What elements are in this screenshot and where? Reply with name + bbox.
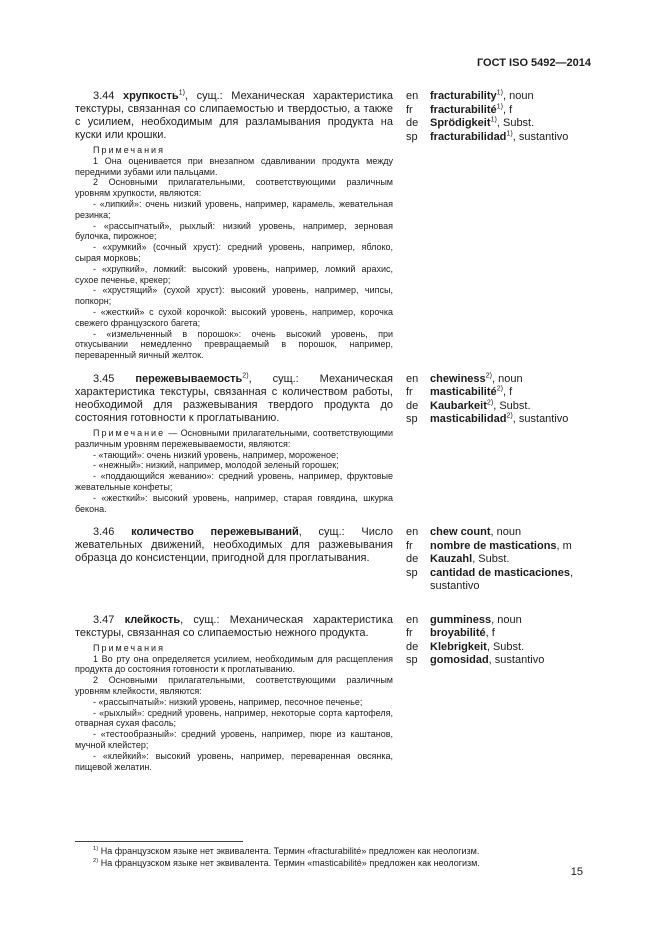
footnote-text: На французском языке нет эквивалента. Термин «fracturabilité» предложен как неологизм. bbox=[98, 846, 480, 856]
translation-language-label: en bbox=[406, 526, 419, 539]
term-heading bbox=[75, 614, 393, 640]
note-paragraph: - «жесткий»: высокий уровень, например, старая говядина, шкурка бекона. bbox=[75, 492, 393, 514]
notes-list bbox=[75, 450, 393, 515]
note-paragraph: - «рассыпчатый», рыхлый: низкий уровень, например, зерновая булочка, пирожное; bbox=[75, 220, 393, 242]
translation-term: fracturability$^{1)}$, noun bbox=[430, 88, 534, 102]
footnote-marker: 1) bbox=[93, 846, 99, 852]
note-paragraph: - «тестообразный»: средний уровень, например, пюре из каштанов, мучной клейстер; bbox=[75, 729, 393, 750]
term-number: 3.46 bbox=[93, 526, 115, 539]
translation-term: masticabilité$^{2)}$, f bbox=[430, 384, 513, 399]
term-name: пережевываемость bbox=[135, 372, 243, 385]
translation-row bbox=[406, 627, 591, 641]
translation-term: broyabilité, f bbox=[430, 627, 495, 640]
note-paragraph: - «рассыпчатый»: низкий уровень, например, песочное печенье; bbox=[93, 696, 363, 707]
translation-language-label: sp bbox=[406, 413, 418, 426]
translation-row bbox=[406, 567, 591, 594]
notes-label: Примечание bbox=[93, 427, 166, 438]
notes-label: Примечания bbox=[93, 642, 165, 653]
note-paragraph: - «клейкий»: высокий уровень, например, переваренная овсянка, пищевой желатин. bbox=[75, 750, 393, 772]
notes-heading bbox=[75, 145, 393, 156]
term-suffix: , сущ.: bbox=[298, 526, 345, 539]
translation-language-label: de bbox=[406, 640, 419, 653]
translation-row bbox=[406, 553, 591, 567]
note-paragraph: - «жесткий» с сухой корочкой: высокий уровень, например, корочка свежего французского багета; bbox=[75, 306, 393, 328]
translation-language-label: sp bbox=[406, 130, 418, 143]
translation-language-label: de bbox=[406, 117, 419, 129]
note-paragraph: - «тающий»: очень низкий уровень, например, мороженое; bbox=[93, 449, 339, 460]
translation-language-label: sp bbox=[406, 566, 418, 579]
notes-list bbox=[75, 156, 393, 361]
term-translations-column bbox=[393, 614, 591, 773]
translation-language-label: de bbox=[406, 399, 419, 412]
footnote bbox=[75, 858, 591, 869]
translation-language-label: de bbox=[406, 553, 419, 566]
notes-list bbox=[75, 654, 393, 773]
notes-inline-text: — Основными прилагательными, соответствующими различным уровням пережевываемости, являются: bbox=[75, 427, 393, 449]
translation-term: fracturabilité$^{1)}$, f bbox=[430, 101, 513, 116]
translation-row bbox=[406, 413, 591, 427]
note-paragraph: - «липкий»: очень низкий уровень, например, карамель, жевательная резинка; bbox=[75, 198, 393, 220]
translation-term: chewiness$^{2)}$, noun bbox=[430, 371, 523, 385]
term-name: количество пережевываний bbox=[131, 526, 299, 539]
page-content bbox=[75, 57, 591, 784]
term-entry bbox=[75, 614, 591, 773]
footnote bbox=[75, 846, 591, 857]
term-definition-column bbox=[75, 526, 393, 594]
translation-row bbox=[406, 641, 591, 655]
term-heading bbox=[75, 90, 393, 142]
term-translations-column bbox=[393, 90, 591, 361]
term-entry bbox=[75, 526, 591, 594]
term-notes bbox=[75, 428, 393, 514]
translation-row bbox=[406, 540, 591, 554]
page-number: 15 bbox=[570, 866, 583, 878]
terms-section bbox=[75, 90, 591, 772]
translation-language-label: sp bbox=[406, 654, 418, 667]
note-paragraph: - «хрумкий» (сочный хруст): средний уровень, например, яблоко, сырая морковь; bbox=[75, 242, 393, 263]
translation-row bbox=[406, 386, 591, 400]
note-paragraph: 2 Основными прилагательными, соответствующими различным уровням клейкости, являются: bbox=[75, 675, 393, 696]
term-number: 3.47 bbox=[93, 613, 115, 626]
page-header bbox=[75, 57, 591, 70]
footnote-text: На французском языке нет эквивалента. Термин «masticabilité» предложен как неологизм. bbox=[98, 858, 480, 868]
translation-term: nombre de mastications, m bbox=[430, 539, 572, 552]
term-definition: Число жевательных движений, необходимых для разжевывания образца до консистенции, пригодной для проглатывания. bbox=[75, 526, 393, 565]
translation-term: cantidad de masticaciones, sustantivo bbox=[430, 566, 574, 593]
term-entry bbox=[75, 90, 591, 361]
term-translations-column bbox=[393, 373, 591, 514]
term-definition: Механическая характеристика текстуры, связанная со слипаемостью нежного продукта. bbox=[75, 613, 394, 639]
term-translations-column bbox=[393, 526, 591, 594]
translation-row bbox=[406, 117, 591, 131]
term-notes bbox=[75, 145, 393, 361]
note-paragraph: - «хрупкий», ломкий: высокий уровень, например, ломкий арахис, сухое печенье, крекер; bbox=[75, 263, 393, 285]
translation-term: chew count, noun bbox=[430, 526, 522, 539]
note-paragraph: 1 Она оценивается при внезапном сдавливании продукта между передними зубами или пальцами. bbox=[75, 155, 393, 177]
translation-row bbox=[406, 526, 591, 540]
translation-row bbox=[406, 614, 591, 628]
translation-language-label: en bbox=[406, 372, 419, 385]
translation-term: fracturabilidad$^{1)}$, sustantivo bbox=[430, 128, 569, 143]
translation-term: masticabilidad$^{2)}$, sustantivo bbox=[430, 411, 569, 426]
translation-term: gumminess, noun bbox=[430, 613, 522, 626]
note-paragraph: 1 Во рту она определяется усилием, необходимым для расщепления продукта до состояния готовности к проглатыванию. bbox=[75, 653, 393, 675]
translation-language-label: fr bbox=[406, 627, 413, 640]
notes-heading bbox=[75, 643, 393, 654]
translation-row bbox=[406, 101, 591, 118]
translation-row bbox=[406, 128, 591, 145]
translation-term: Sprödigkeit$^{1)}$, Subst. bbox=[430, 115, 535, 129]
term-definition-column bbox=[75, 373, 393, 514]
term-definition-column bbox=[75, 614, 393, 773]
term-heading bbox=[75, 373, 393, 425]
term-heading bbox=[75, 526, 393, 565]
term-number: 3.44 bbox=[93, 90, 115, 102]
translation-language-label: fr bbox=[406, 103, 413, 116]
term-suffix: , сущ.: bbox=[248, 372, 299, 385]
term-name: хрупкость bbox=[122, 90, 179, 102]
notes-label: Примечания bbox=[93, 145, 165, 155]
term-name: клейкость bbox=[124, 613, 181, 626]
footnotes bbox=[75, 841, 591, 870]
term-suffix: , сущ.: bbox=[180, 613, 220, 626]
translation-term: Kauzahl, Subst. bbox=[430, 553, 510, 566]
term-number: 3.45 bbox=[93, 372, 115, 385]
term-footnote-marker: 2) bbox=[242, 371, 249, 380]
term-definition-column bbox=[75, 90, 393, 361]
term-notes bbox=[75, 643, 393, 773]
term-entry bbox=[75, 373, 591, 514]
footnote-separator bbox=[75, 841, 243, 842]
translation-term: Klebrigkeit, Subst. bbox=[430, 640, 525, 653]
translation-term: gomosidad, sustantivo bbox=[430, 654, 545, 667]
note-paragraph: - «поддающийся жеванию»: средний уровень, например, фруктовые жевательные конфеты; bbox=[75, 471, 393, 492]
term-footnote-marker: 1) bbox=[178, 88, 185, 97]
note-paragraph: - «измельченный в порошок»: очень высокий уровень, при откусывании немедленно превращаемый в порошок, например, переваренный яичный желток. bbox=[75, 328, 393, 361]
note-paragraph: 2 Основными прилагательными, соответствующими различным уровням хрупкости, являются: bbox=[75, 177, 393, 199]
doc-reference: ГОСТ ISO 5492—2014 bbox=[476, 57, 591, 69]
notes-heading bbox=[75, 428, 393, 450]
translation-term: Kaubarkeit$^{2)}$, Subst. bbox=[430, 398, 531, 412]
translation-language-label: fr bbox=[406, 386, 413, 399]
translation-row bbox=[406, 654, 591, 668]
note-paragraph: - «хрустящий» (сухой хруст): высокий уровень, например, чипсы, попкорн; bbox=[75, 285, 393, 307]
translation-language-label: en bbox=[406, 613, 419, 626]
term-definition: Механическая характеристика текстуры, связанная с количеством работы, необходимой для разжевывания твердого продукта до состояния готовности к проглатыванию. bbox=[75, 372, 394, 424]
footnote-marker: 2) bbox=[93, 858, 99, 864]
note-paragraph: - «рыхлый»: средний уровень, например, некоторые сорта картофеля, отварная сухая фасоль; bbox=[75, 707, 393, 729]
term-suffix: , сущ.: bbox=[184, 90, 223, 102]
note-paragraph: - «нежный»: низкий, например, молодой зеленый горошек; bbox=[93, 460, 339, 471]
term-definition: Механическая характеристика текстуры, связанная со слипаемостью и твердостью, а также с усилием, необходимым для разламывания продукта на куски или крошки. bbox=[75, 90, 394, 141]
translation-row bbox=[406, 400, 591, 414]
translation-language-label: en bbox=[406, 90, 419, 102]
translation-language-label: fr bbox=[406, 539, 413, 552]
